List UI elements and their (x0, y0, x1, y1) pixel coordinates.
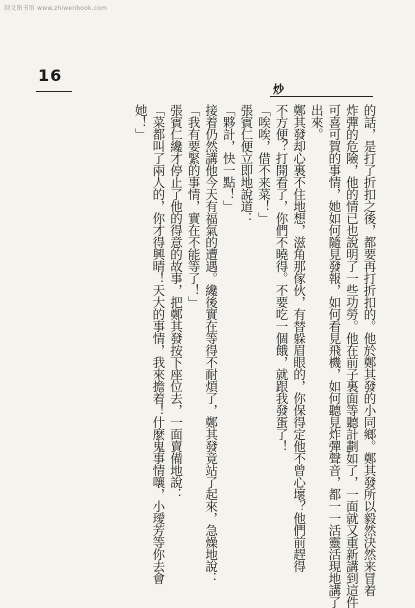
watermark: 制文图书馆 www.zhiwenbook.com (4, 5, 108, 12)
text-column: 張賓仁便立即地說道： (238, 104, 254, 224)
text-column: 「菜都叫了兩人的，你才得興晴！天大的事情，我來擔着！什麼鬼事情嚷，小璦芳等你去會 (150, 104, 166, 584)
text-column: 「我有要緊的事情，實在不能等了！」 (186, 104, 202, 308)
text-column: 炸彈的危險，他的情已也說明了一些功勞。他在前子裏面等聽計劃如了，一面就又重新講到這件 (344, 104, 360, 608)
text-column: 「唉唉，借不来菜！」 (256, 104, 272, 224)
text-column: 接着仍然講他今天有福氣的遭遇。纔後實在等得不耐煩了，鄭其發竟站了起來，急燥地說： (203, 104, 219, 584)
text-column: 不方便？打開看了，你們不曉得。不要吃一個餓，就跟我發蛋了！ (274, 104, 290, 452)
text-column: 鄭其發却心裏不住地想，滋角那傢伙，有替躲眉眼的，你保得定他不曾心壞？他們前趕得 (291, 104, 307, 572)
text-column: 出來。 (309, 104, 325, 140)
text-column: 可喜可賀的事情，她如何隨見發報，如何看見飛機，如何聽見炸彈聲音，都一一活靈活現地講了 (326, 104, 342, 608)
text-column: 「夥計，快一點！」 (221, 104, 237, 212)
header-rule-right (270, 96, 373, 97)
running-head: 炒 (273, 83, 284, 96)
text-column: 她！」 (133, 104, 149, 140)
text-column: 張賓仁纔才停止了他的得意的故事，把鄭其發按下座位去，一面賣備地說： (168, 104, 184, 500)
text-column: 的話，是打了折扣之後，都要再打折扣的。他於鄭其發的小同鄉。鄭其發所以毅然決然来冒着 (362, 104, 377, 596)
header-rule-left (36, 91, 72, 92)
page-number: 16 (38, 66, 63, 85)
body-text (132, 104, 378, 608)
